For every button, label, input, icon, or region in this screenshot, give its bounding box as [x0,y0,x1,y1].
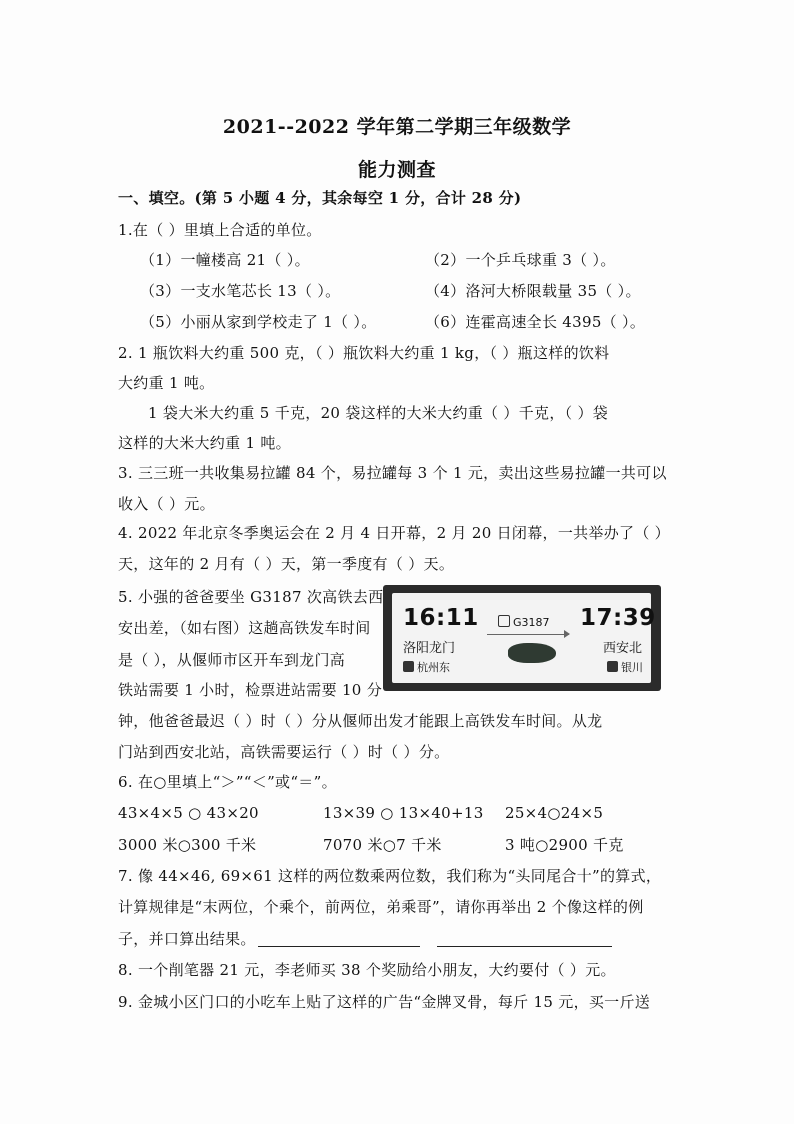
question-6-item-3: 25×4○24×5 [505,804,604,822]
terminal-icon [607,661,618,672]
terminal-station: 银川 [621,661,643,674]
question-6-item-4: 3000 米○300 千米 [118,836,257,854]
question-1-item-2: （2）一个乒乓球重 3（ ）。 [425,251,616,269]
question-3-line-1: 3. 三三班一共收集易拉罐 84 个，易拉罐每 3 个 1 元，卖出这些易拉罐一共可以 [118,464,667,482]
question-1-item-1: （1）一幢楼高 21（ ）。 [140,251,310,269]
origin-station-group [403,659,450,675]
question-5-line-5: 钟，他爸爸最迟（ ）时（ ）分从偃师出发才能跟上高铁发车时间。从龙 [118,712,603,730]
ticket-panel [392,593,656,683]
train-ticket-image [383,585,661,691]
route-arrow-icon [564,630,570,638]
origin-icon [403,661,414,672]
question-7-line-2: 计算规律是“末两位，个乘个，前两位，弟乘哥”，请你再举出 2 个像这样的例 [118,898,644,916]
question-2-line-1: 2. 1 瓶饮料大约重 500 克，（ ）瓶饮料大约重 1 kg，（ ）瓶这样的饮料 [118,344,610,362]
question-7-line-3: 子，并口算出结果。 [118,930,256,948]
question-5-line-1: 5. 小强的爸爸要坐 G3187 次高铁去西 [118,588,384,606]
answer-line-1[interactable] [258,946,420,947]
question-6-item-2: 13×39 ○ 13×40+13 [323,804,484,822]
departure-time: 16:11 [403,605,479,631]
question-2-line-4: 这样的大米大约重 1 吨。 [118,434,291,452]
question-6: 6. 在○里填上“＞”“＜”或“＝”。 [118,773,337,791]
question-8: 8. 一个削笔器 21 元，李老师买 38 个奖励给小朋友，大约要付（ ）元。 [118,961,616,979]
question-7-line-1: 7. 像 44×46, 69×61 这样的两位数乘两位数，我们称为“头同尾合十”的算式， [118,867,662,885]
question-6-item-5: 7070 米○7 千米 [323,836,442,854]
arrival-time: 17:39 [580,605,656,631]
train-number: G3187 [513,616,550,629]
question-1: 1.在（ ）里填上合适的单位。 [118,221,322,239]
section-heading: 一、填空。(第 5 小题 4 分，其余每空 1 分，合计 28 分) [118,189,522,207]
answer-line-2[interactable] [437,946,612,947]
question-3-line-2: 收入（ ）元。 [118,495,215,513]
question-6-item-6: 3 吨○2900 千克 [505,836,624,854]
question-5-line-2: 安出差，（如右图）这趟高铁发车时间 [118,619,371,637]
train-icon [498,615,510,627]
page-subtitle: 能力测查 [357,159,436,181]
redaction-blot [508,643,556,663]
question-4-line-2: 天，这年的 2 月有（ ）天，第一季度有（ ）天。 [118,555,455,573]
question-2-line-3: 1 袋大米大约重 5 千克，20 袋这样的大米大约重（ ）千克，（ ）袋 [148,404,609,422]
terminal-station-group [607,659,643,675]
question-1-item-3: （3）一支水笔芯长 13（ ）。 [140,282,341,300]
departure-station: 洛阳龙门 [403,641,456,656]
question-2-line-2: 大约重 1 吨。 [118,374,215,392]
question-5-line-4: 铁站需要 1 小时，检票进站需要 10 分 [118,681,383,699]
origin-station: 杭州东 [417,661,450,674]
route-line [487,634,569,635]
question-4-line-1: 4. 2022 年北京冬季奥运会在 2 月 4 日开幕，2 月 20 日闭幕，一共举办了（ ） [118,524,670,542]
train-number-group [498,615,550,629]
question-6-item-1: 43×4×5 ○ 43×20 [118,804,259,822]
question-5-line-3: 是（ ），从偃师市区开车到龙门高 [118,651,346,669]
question-9: 9. 金城小区门口的小吃车上贴了这样的广告“金牌叉骨，每斤 15 元，买一斤送 [118,993,651,1011]
question-1-item-5: （5）小丽从家到学校走了 1（ ）。 [140,313,377,331]
question-1-item-4: （4）洛河大桥限载量 35（ ）。 [425,282,641,300]
question-5-line-6: 门站到西安北站，高铁需要运行（ ）时（ ）分。 [118,743,450,761]
question-1-item-6: （6）连霍高速全长 4395（ ）。 [425,313,646,331]
page-title: 2021--2022 学年第二学期三年级数学 [222,116,572,138]
arrival-station: 西安北 [603,641,643,656]
